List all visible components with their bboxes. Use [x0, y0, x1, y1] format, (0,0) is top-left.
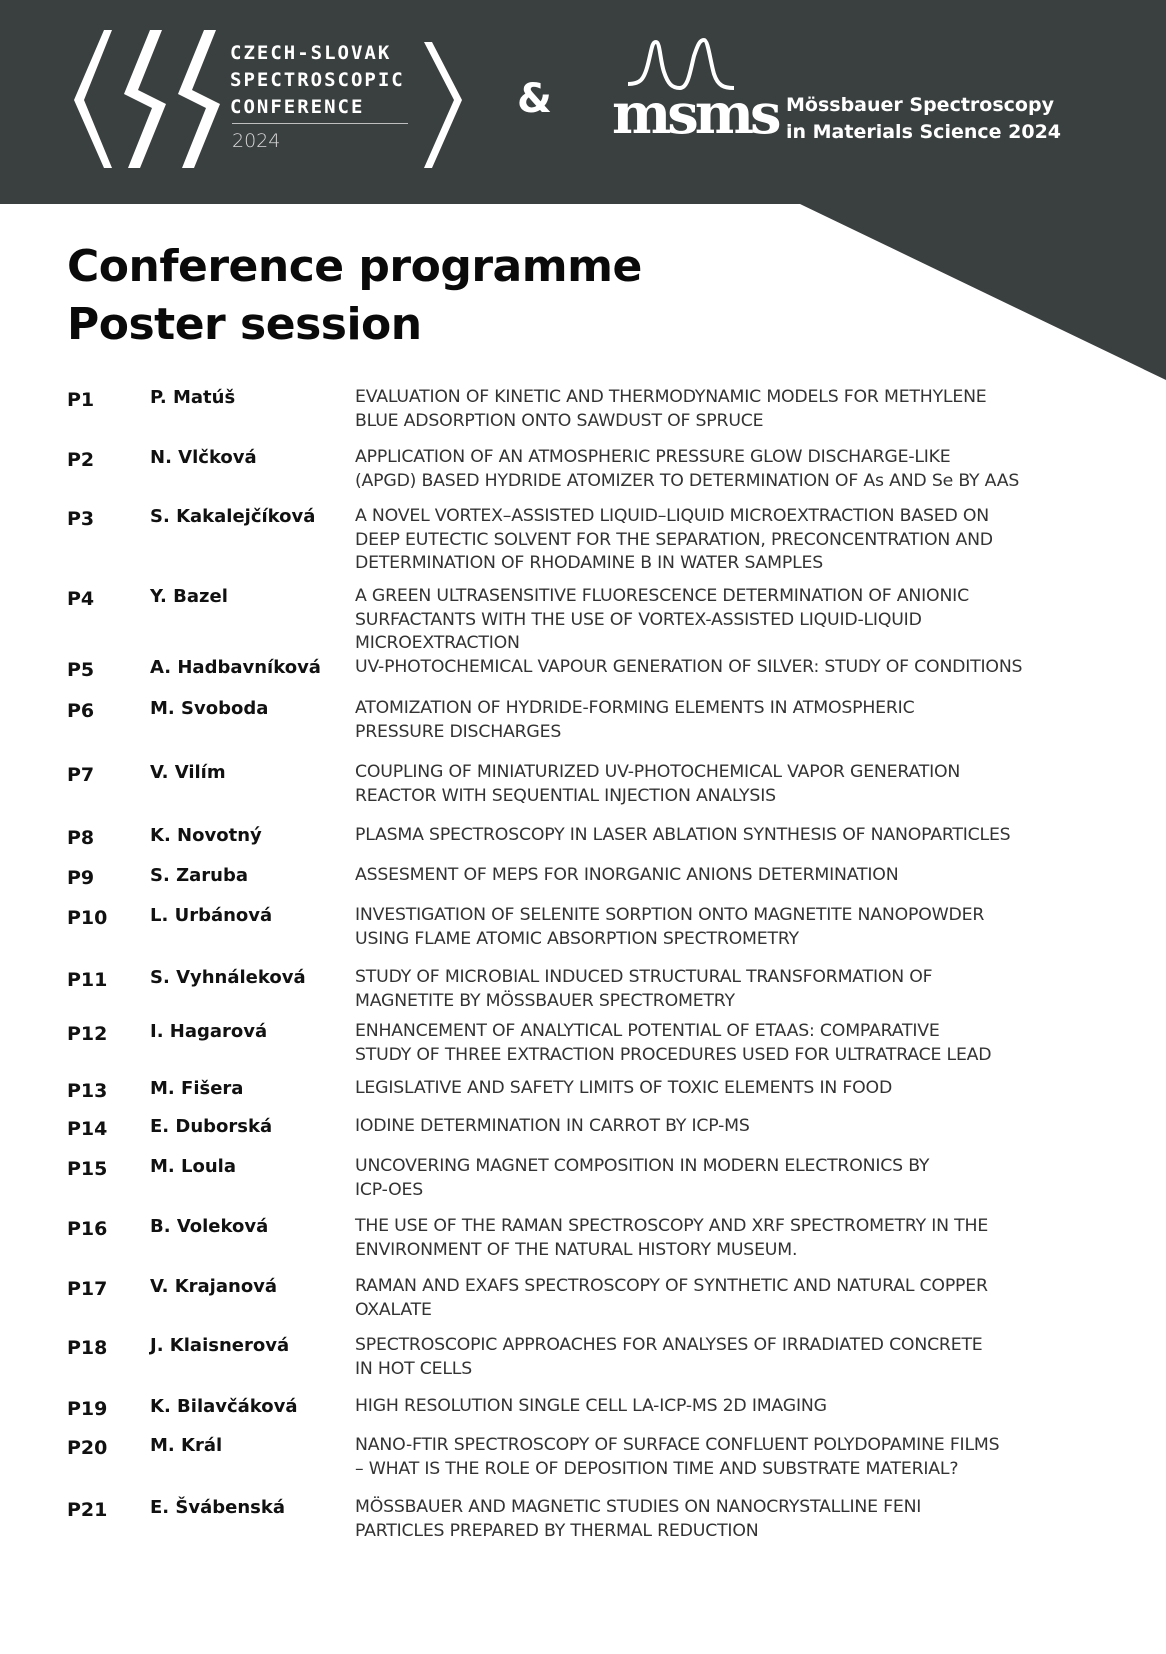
poster-title-line: OXALATE: [355, 1299, 432, 1320]
poster-author: I. Hagarová: [150, 1021, 268, 1042]
msms-subtitle-line-2: in Materials Science 2024: [786, 121, 1062, 143]
poster-author: M. Svoboda: [150, 698, 269, 719]
poster-title-line: APPLICATION OF AN ATMOSPHERIC PRESSURE GLOW DISCHARGE-LIKE: [355, 447, 951, 467]
poster-title-line: IODINE DETERMINATION IN CARROT BY ICP-MS: [355, 1116, 750, 1136]
poster-title-line: ENHANCEMENT OF ANALYTICAL POTENTIAL OF ETAAS: COMPARATIVE: [355, 1021, 940, 1041]
css-logo-line-1: CZECH-SLOVAK: [230, 42, 392, 64]
poster-title-line: DEEP EUTECTIC SOLVENT FOR THE SEPARATION, PRECONCENTRATION AND: [355, 529, 993, 550]
poster-code: P18: [67, 1337, 108, 1359]
page-title: [67, 238, 642, 354]
poster-title-line: MAGNETITE BY MÖSSBAUER SPECTROMETRY: [355, 990, 735, 1011]
page-title-line-1: Conference programme: [67, 241, 642, 292]
poster-title: [355, 656, 1135, 680]
poster-author: J. Klaisnerová: [150, 1335, 290, 1356]
poster-title: [355, 1155, 1135, 1202]
poster-code: P4: [67, 588, 95, 610]
poster-author: V. Krajanová: [150, 1276, 278, 1297]
msms-subtitle-line-1: Mössbauer Spectroscopy: [786, 94, 1054, 116]
poster-author: M. Král: [150, 1435, 223, 1456]
poster-title-line: ICP-OES: [355, 1179, 424, 1200]
poster-title-line: COUPLING OF MINIATURIZED UV-PHOTOCHEMICAL VAPOR GENERATION: [355, 762, 961, 782]
css-logo-year: 2024: [232, 130, 281, 152]
poster-code: P16: [67, 1218, 108, 1240]
poster-title-line: PLASMA SPECTROSCOPY IN LASER ABLATION SYNTHESIS OF NANOPARTICLES: [355, 825, 1011, 845]
poster-title: [355, 585, 1135, 656]
poster-title-line: BLUE ADSORPTION ONTO SAWDUST OF SPRUCE: [355, 410, 764, 431]
poster-title-line: THE USE OF THE RAMAN SPECTROSCOPY AND XRF SPECTROMETRY IN THE: [355, 1216, 989, 1236]
poster-author: V. Vilím: [150, 762, 226, 783]
poster-title-line: MICROEXTRACTION: [355, 633, 520, 653]
poster-author: E. Duborská: [150, 1116, 273, 1137]
poster-title: [355, 1115, 1135, 1139]
poster-title-line: A NOVEL VORTEX–ASSISTED LIQUID–LIQUID MICROEXTRACTION BASED ON: [355, 506, 989, 526]
poster-code: P21: [67, 1499, 108, 1521]
poster-title: [355, 1020, 1135, 1067]
poster-author: E. Švábenská: [150, 1497, 285, 1518]
poster-code: P20: [67, 1437, 108, 1459]
poster-code: P11: [67, 969, 108, 991]
poster-title-line: IN HOT CELLS: [355, 1358, 472, 1379]
poster-code: P19: [67, 1398, 108, 1420]
poster-code: P6: [67, 700, 95, 722]
msms-logo-word: msms: [612, 81, 778, 147]
poster-title: [355, 1496, 1135, 1543]
poster-author: S. Vyhnáleková: [150, 967, 306, 988]
poster-title: [355, 966, 1135, 1013]
poster-code: P1: [67, 389, 95, 411]
poster-title-line: SURFACTANTS WITH THE USE OF VORTEX-ASSISTED LIQUID-LIQUID: [355, 609, 922, 630]
poster-title: [355, 1275, 1135, 1322]
poster-title-line: ASSESMENT OF MEPS FOR INORGANIC ANIONS DETERMINATION: [355, 865, 899, 885]
poster-code: P8: [67, 827, 95, 849]
poster-title: [355, 505, 1135, 576]
ampersand: &: [517, 76, 552, 122]
css-logo-text: [230, 40, 405, 121]
poster-title: [355, 761, 1135, 808]
poster-code: P7: [67, 764, 95, 786]
poster-code: P2: [67, 449, 95, 471]
poster-title-line: UNCOVERING MAGNET COMPOSITION IN MODERN ELECTRONICS BY: [355, 1156, 930, 1176]
poster-title-line: RAMAN AND EXAFS SPECTROSCOPY OF SYNTHETIC AND NATURAL COPPER: [355, 1276, 988, 1296]
css-logo-line-3: CONFERENCE: [230, 96, 365, 118]
poster-author: S. Zaruba: [150, 865, 248, 886]
poster-title-line: – WHAT IS THE ROLE OF DEPOSITION TIME AND SUBSTRATE MATERIAL?: [355, 1458, 959, 1479]
poster-code: P3: [67, 508, 95, 530]
poster-title: [355, 1334, 1135, 1381]
poster-title-line: SPECTROSCOPIC APPROACHES FOR ANALYSES OF IRRADIATED CONCRETE: [355, 1335, 983, 1355]
poster-title-line: LEGISLATIVE AND SAFETY LIMITS OF TOXIC ELEMENTS IN FOOD: [355, 1078, 893, 1098]
poster-title: [355, 1215, 1135, 1262]
page-title-line-2: Poster session: [67, 299, 422, 350]
poster-title-line: NANO-FTIR SPECTROSCOPY OF SURFACE CONFLUENT POLYDOPAMINE FILMS: [355, 1435, 1000, 1455]
poster-title-line: INVESTIGATION OF SELENITE SORPTION ONTO MAGNETITE NANOPOWDER: [355, 905, 985, 925]
poster-code: P9: [67, 867, 95, 889]
poster-title: [355, 697, 1135, 744]
poster-title-line: HIGH RESOLUTION SINGLE CELL LA-ICP-MS 2D IMAGING: [355, 1396, 827, 1416]
poster-title-line: STUDY OF MICROBIAL INDUCED STRUCTURAL TRANSFORMATION OF: [355, 967, 933, 987]
poster-title: [355, 386, 1135, 433]
poster-author: S. Kakalejčíková: [150, 506, 316, 527]
poster-title-line: USING FLAME ATOMIC ABSORPTION SPECTROMETRY: [355, 928, 799, 949]
poster-title-line: MÖSSBAUER AND MAGNETIC STUDIES ON NANOCRYSTALLINE FENI: [355, 1497, 922, 1517]
poster-title-line: (APGD) BASED HYDRIDE ATOMIZER TO DETERMINATION OF As AND Se BY AAS: [355, 470, 1020, 491]
poster-title-line: PARTICLES PREPARED BY THERMAL REDUCTION: [355, 1520, 759, 1541]
poster-author: N. Vlčková: [150, 447, 257, 468]
poster-title-line: ATOMIZATION OF HYDRIDE-FORMING ELEMENTS IN ATMOSPHERIC: [355, 698, 915, 718]
poster-author: M. Fišera: [150, 1078, 244, 1099]
poster-title-line: A GREEN ULTRASENSITIVE FLUORESCENCE DETERMINATION OF ANIONIC: [355, 586, 969, 606]
poster-title-line: ENVIRONMENT OF THE NATURAL HISTORY MUSEUM.: [355, 1239, 798, 1260]
poster-title-line: DETERMINATION OF RHODAMINE B IN WATER SAMPLES: [355, 553, 824, 573]
poster-title: [355, 1434, 1135, 1481]
poster-title: [355, 1077, 1135, 1101]
poster-title-line: EVALUATION OF KINETIC AND THERMODYNAMIC MODELS FOR METHYLENE: [355, 387, 987, 407]
poster-code: P15: [67, 1158, 108, 1180]
poster-title: [355, 1395, 1135, 1419]
poster-author: P. Matúš: [150, 387, 236, 408]
poster-author: K. Novotný: [150, 825, 262, 846]
poster-author: K. Bilavčáková: [150, 1396, 298, 1417]
poster-title-line: STUDY OF THREE EXTRACTION PROCEDURES USED FOR ULTRATRACE LEAD: [355, 1044, 992, 1065]
poster-code: P17: [67, 1278, 108, 1300]
poster-code: P13: [67, 1080, 108, 1102]
poster-code: P10: [67, 907, 108, 929]
poster-author: A. Hadbavníková: [150, 657, 321, 678]
poster-code: P12: [67, 1023, 108, 1045]
poster-title-line: PRESSURE DISCHARGES: [355, 721, 562, 742]
poster-author: M. Loula: [150, 1156, 236, 1177]
css-logo-line-2: SPECTROSCOPIC: [230, 69, 405, 91]
poster-title: [355, 824, 1135, 848]
msms-subtitle: [786, 92, 1061, 146]
poster-title: [355, 904, 1135, 951]
poster-code: P5: [67, 659, 95, 681]
poster-title: [355, 446, 1135, 493]
poster-code: P14: [67, 1118, 108, 1140]
poster-title-line: UV-PHOTOCHEMICAL VAPOUR GENERATION OF SILVER: STUDY OF CONDITIONS: [355, 657, 1023, 677]
poster-title-line: REACTOR WITH SEQUENTIAL INJECTION ANALYSIS: [355, 785, 776, 806]
logo-divider: [232, 123, 408, 124]
poster-author: L. Urbánová: [150, 905, 273, 926]
poster-author: Y. Bazel: [150, 586, 228, 607]
poster-title: [355, 864, 1135, 888]
poster-author: B. Voleková: [150, 1216, 269, 1237]
